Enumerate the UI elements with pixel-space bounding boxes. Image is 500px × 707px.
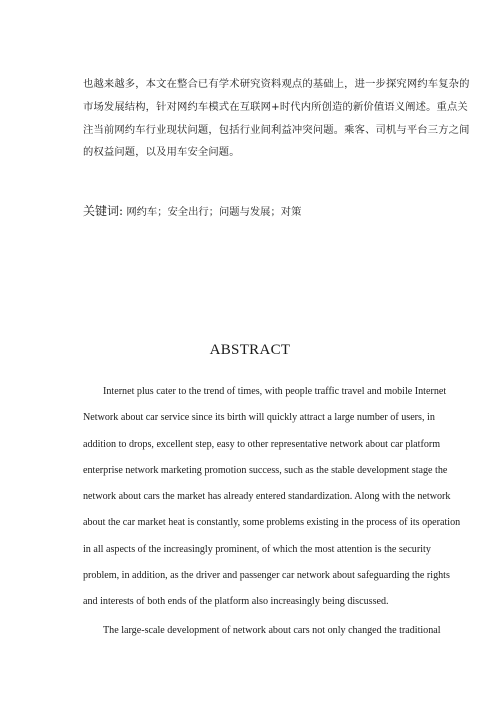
english-abstract-line: and interests of both ends of the platform also increasingly being discussed.: [83, 596, 389, 608]
keywords-value: 网约车；安全出行；问题与发展；对策: [123, 206, 302, 218]
abstract-heading: ABSTRACT: [209, 342, 291, 358]
english-abstract-line: Internet plus cater to the trend of times, with people traffic travel and mobile Internet: [103, 386, 447, 397]
chinese-abstract-line: 也越来越多，本文在整合已有学术研究资料观点的基础上，进一步探究网约车复杂的: [83, 78, 470, 90]
english-abstract-line: about the car market heat is constantly, some problems existing in the process of its operation: [83, 517, 461, 529]
english-abstract-paragraph-2: [83, 618, 441, 644]
chinese-abstract-line: 市场发展结构，针对网约车模式在互联网+时代内所创造的新价值语义阐述。重点关: [83, 100, 468, 113]
english-abstract-line: addition to drops, excellent step, easy to other representative network about car platform: [83, 438, 441, 450]
keywords-label: 关键词:: [83, 204, 124, 218]
english-abstract-line: problem, in addition, as the driver and passenger car network about safeguarding the rights: [83, 570, 450, 582]
chinese-abstract-line: 注当前网约车行业现状问题，包括行业间利益冲突问题。乘客、司机与平台三方之间: [83, 123, 470, 136]
english-abstract-line: in all aspects of the increasingly prominent, of which the most attention is the security: [83, 543, 431, 555]
english-abstract-line: The large-scale development of network about cars not only changed the traditional: [103, 625, 441, 636]
chinese-abstract-line: 的权益问题，以及用车安全问题。: [83, 146, 240, 159]
english-abstract-paragraph-1: [83, 379, 461, 616]
english-abstract-line: enterprise network marketing promotion success, such as the stable development stage the: [83, 464, 448, 476]
keywords-line: [83, 200, 301, 223]
english-abstract-line: network about cars the market has already entered standardization. Along with the network: [83, 491, 451, 503]
chinese-abstract-body: [83, 73, 470, 164]
english-abstract-line: Network about car service since its birth will quickly attract a large number of users, in: [83, 412, 435, 424]
